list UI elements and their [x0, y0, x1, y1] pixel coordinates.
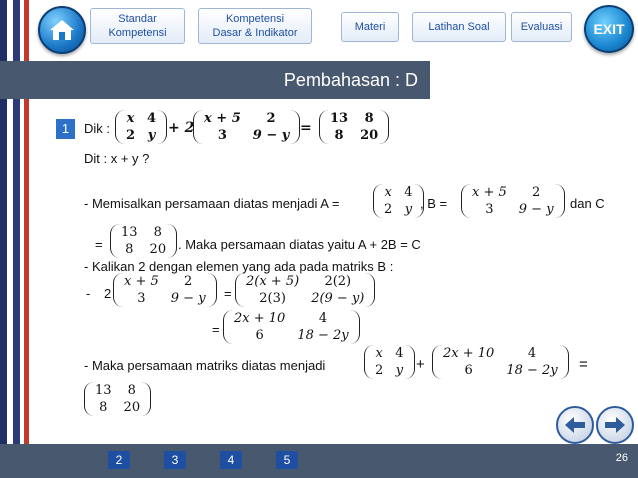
equals-sign: =	[300, 120, 312, 136]
cell: y	[147, 128, 156, 143]
scalar-two: 2	[104, 286, 112, 301]
matrix-c-final	[84, 382, 151, 416]
cell: 9 − y	[170, 291, 206, 306]
step-text: - Maka persamaan matriks diatas menjadi	[84, 358, 326, 373]
plus-sign: +	[416, 356, 425, 373]
matrix-a-def	[373, 184, 424, 218]
cell: 4	[395, 346, 404, 361]
cell: 8	[127, 383, 136, 398]
matrix-b-scaled	[113, 273, 217, 307]
matrix-2b-simplified	[223, 310, 360, 344]
equals-sign: =	[212, 322, 220, 337]
step-text: , B =	[420, 196, 448, 211]
exit-label: EXIT	[593, 21, 625, 37]
cell: 20	[149, 242, 167, 257]
number-badge: 1	[56, 119, 75, 139]
nav-label: Standar Kompetensi	[108, 13, 167, 39]
cell: 8	[364, 111, 374, 126]
cell: 8	[99, 400, 108, 415]
equals-sign: =	[224, 286, 232, 301]
plus-two: + 2	[168, 120, 195, 136]
cell: x	[375, 346, 383, 361]
cell: 4	[404, 185, 413, 200]
cell: x + 5	[472, 185, 507, 200]
arrow-left-icon	[564, 416, 586, 434]
cell: x + 5	[204, 111, 241, 126]
cell: 20	[360, 128, 379, 143]
cell: 2x + 10	[443, 346, 495, 361]
cell: 2	[184, 274, 193, 289]
step-text: - Memisalkan persamaan diatas menjadi A =	[84, 196, 340, 211]
cell: 6	[464, 363, 473, 378]
page-title: Pembahasan : D	[283, 69, 418, 90]
cell: 3	[217, 128, 227, 143]
cell: x	[126, 111, 135, 126]
cell: 9 − y	[252, 128, 290, 143]
cell: 3	[485, 202, 494, 217]
page-link-2[interactable]: 2	[108, 451, 130, 469]
cell: 2(3)	[259, 291, 286, 306]
cell: 2(2)	[324, 274, 352, 289]
cell: 2	[126, 128, 136, 143]
dit-label: Dit : x + y ?	[84, 151, 150, 166]
cell: 8	[334, 128, 344, 143]
cell: 4	[527, 346, 537, 361]
cell: 3	[137, 291, 146, 306]
cell: 2	[266, 111, 276, 126]
nav-label: Evaluasi	[520, 21, 563, 33]
cell: 20	[123, 400, 141, 415]
matrix-2b-final	[432, 345, 569, 379]
step-text: . Maka persamaan diatas yaitu A + 2B = C	[178, 237, 421, 252]
nav-label: Latihan Soal	[428, 21, 490, 33]
cell: 2	[375, 363, 384, 378]
page-link-5[interactable]: 5	[276, 451, 298, 469]
nav-label: Kompetensi Dasar & Indikator	[212, 13, 298, 39]
cell: 13	[121, 225, 138, 240]
matrix-b-def	[461, 184, 565, 218]
cell: 18 − 2y	[506, 363, 558, 378]
cell: 4	[147, 111, 157, 126]
step-text: - Kalikan 2 dengan elemen yang ada pada matriks B :	[84, 259, 394, 274]
cell: y	[404, 202, 413, 217]
footer-bar	[0, 444, 638, 478]
cell: 8	[153, 225, 162, 240]
cell: 13	[330, 111, 349, 126]
cell: 6	[255, 328, 264, 343]
cell: 18 − 2y	[297, 328, 349, 343]
matrix-a-final	[364, 345, 415, 379]
cell: 2x + 10	[234, 311, 286, 326]
cell: y	[395, 363, 404, 378]
page-link-4[interactable]: 4	[220, 451, 242, 469]
matrix-c-def	[110, 224, 177, 258]
cell: 2(9 − y)	[311, 291, 365, 306]
arrow-right-icon	[604, 416, 626, 434]
cell: 9 − y	[518, 202, 554, 217]
cell: 2	[532, 185, 541, 200]
nav-label: Materi	[354, 21, 386, 33]
matrix-2b-expanded	[235, 273, 375, 307]
matrix-c	[319, 110, 389, 144]
matrix-b	[193, 110, 300, 144]
page-number: 26	[615, 452, 628, 464]
page-link-3[interactable]: 3	[164, 451, 186, 469]
step-text: =	[95, 237, 103, 252]
cell: x + 5	[124, 274, 159, 289]
cell: 2(x + 5)	[246, 274, 300, 289]
next-button[interactable]	[596, 406, 634, 444]
step-text: dan C	[570, 196, 605, 211]
matrix-a	[115, 110, 167, 144]
prev-button[interactable]	[556, 406, 594, 444]
dik-label: Dik :	[84, 121, 110, 136]
cell: 13	[95, 383, 112, 398]
equals-sign: =	[579, 356, 588, 373]
cell: 8	[125, 242, 134, 257]
cell: x	[384, 185, 392, 200]
cell: 4	[318, 311, 328, 326]
dash: -	[86, 286, 91, 301]
cell: 2	[384, 202, 393, 217]
